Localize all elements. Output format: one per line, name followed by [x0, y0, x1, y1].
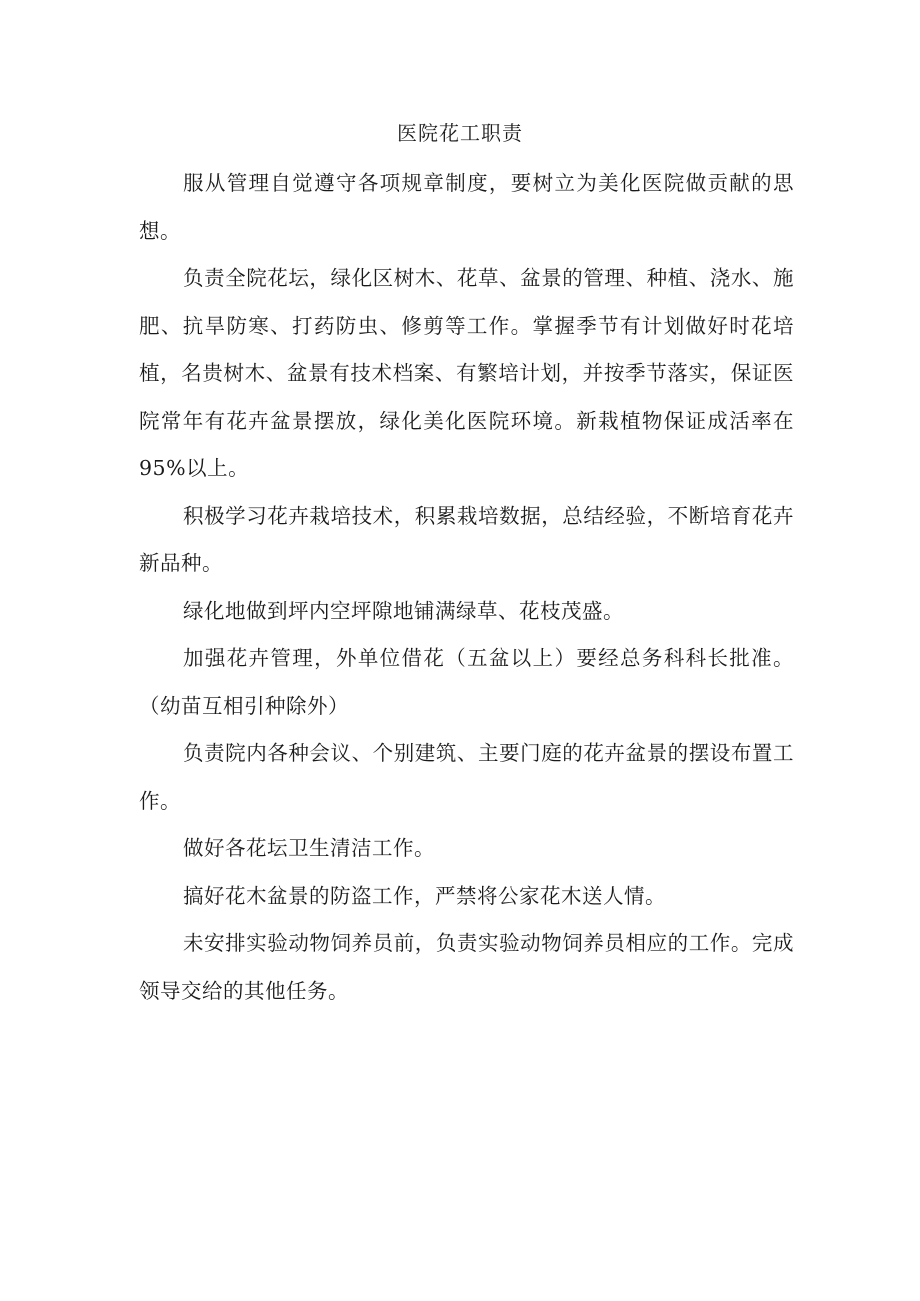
- document-title: 医院花工职责: [397, 121, 523, 145]
- paragraph-cleaning: 做好各花坛卫生清洁工作。: [183, 836, 435, 860]
- paragraph-obey-rules: 服从管理自觉遵守各项规章制度，要树立为美化医院做贡献的思想。: [139, 171, 794, 243]
- document-body: [139, 160, 794, 1015]
- paragraph-garden-management: 负责全院花坛，绿化区树木、花草、盆景的管理、种植、浇水、施肥、抗旱防寒、打药防虫、修剪等工作。掌握季节有计划做好时花培植，名贵树木、盆景有技术档案、有繁培计划，并按季节落实，保证医院常年有花卉盆景摆放，绿化美化医院环境。新栽植物保证成活率在95%以上。: [139, 266, 794, 480]
- paragraph-flower-lending: 加强花卉管理，外单位借花（五盆以上）要经总务科科长批准。（幼苗互相引种除外）: [139, 646, 794, 718]
- paragraph-study-cultivation: 积极学习花卉栽培技术，积累栽培数据，总结经验，不断培育花卉新品种。: [139, 503, 794, 575]
- paragraph-green-lawn: 绿化地做到坪内空坪隙地铺满绿草、花枝茂盛。: [183, 598, 624, 623]
- paragraph-other-duties: 未安排实验动物饲养员前，负责实验动物饲养员相应的工作。完成领导交给的其他任务。: [139, 931, 794, 1003]
- paragraph-theft-prevention: 搞好花木盆景的防盗工作，严禁将公家花木送人情。: [183, 883, 666, 908]
- paragraph-meeting-arrangement: 负责院内各种会议、个别建筑、主要门庭的花卉盆景的摆设布置工作。: [139, 741, 794, 813]
